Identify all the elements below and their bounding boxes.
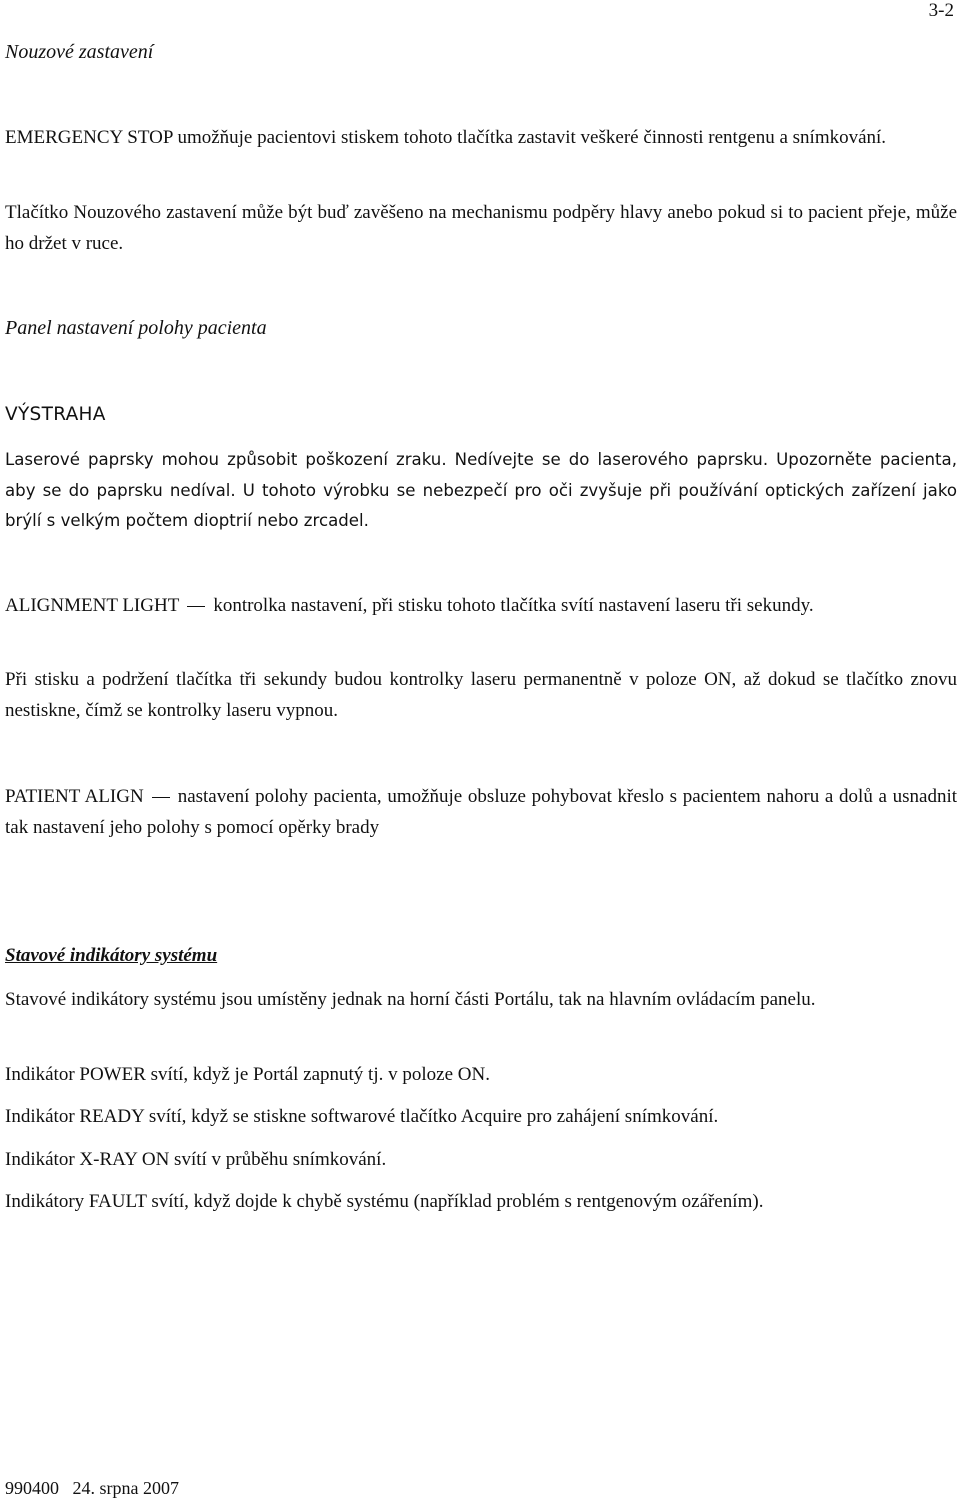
indicator-ready: Indikátor READY svítí, když se stiskne softwarové tlačítko Acquire pro zahájení snímkování. bbox=[5, 1106, 719, 1127]
alignment-light-paragraph bbox=[5, 591, 957, 622]
patient-align-paragraph bbox=[5, 782, 957, 843]
emergency-stop-keyword: EMERGENCY STOP bbox=[5, 127, 173, 148]
page-number: 3-2 bbox=[928, 0, 954, 21]
emergency-paragraph-1 bbox=[5, 123, 957, 154]
alignment-light-keyword: ALIGNMENT LIGHT bbox=[5, 595, 180, 616]
emergency-paragraph-2: Tlačítko Nouzového zastavení může být buď zavěšeno na mechanismu podpěry hlavy anebo pokud si to pacient přeje, může ho držet v ruce. bbox=[5, 202, 957, 254]
indicator-fault: Indikátory FAULT svítí, když dojde k chybě systému (například problém s rentgenovým ozářením). bbox=[5, 1191, 764, 1212]
panel-heading: Panel nastavení polohy pacienta bbox=[5, 317, 267, 339]
patient-align-text: nastavení polohy pacienta, umožňuje obsluze pohybovat křeslo s pacientem nahoru a dolů a usnadnit tak nastavení jeho polohy s pomocí opěrky brady bbox=[5, 786, 957, 838]
indicators-intro: Stavové indikátory systému jsou umístěny jednak na horní části Portálu, tak na hlavním ovládacím panelu. bbox=[5, 989, 816, 1010]
emergency-heading: Nouzové zastavení bbox=[5, 41, 154, 63]
em-dash bbox=[152, 797, 170, 798]
warning-text: Laserové paprsky mohou způsobit poškození zraku. Nedívejte se do laserového paprsku. Upozorněte pacienta, aby se do paprsku nedíval. U tohoto výrobku se nebezpečí pro oči zvyšuje při používání optických zařízení jako brýlí s velkým počtem dioptrií nebo zrcadel. bbox=[5, 450, 957, 530]
patient-align-keyword: PATIENT ALIGN bbox=[5, 786, 144, 807]
footer bbox=[5, 1477, 179, 1499]
alignment-light-text: kontrolka nastavení, při stisku tohoto tlačítka svítí nastavení laseru tři sekundy. bbox=[213, 595, 814, 616]
indicators-heading: Stavové indikátory systému bbox=[5, 945, 218, 966]
alignment-light-paragraph-2: Při stisku a podržení tlačítka tři sekundy budou kontrolky laseru permanentně v poloze ON, až dokud se tlačítko znovu nestiskne, čímž se kontrolky laseru vypnou. bbox=[5, 669, 957, 721]
indicator-power: Indikátor POWER svítí, když je Portál zapnutý tj. v poloze ON. bbox=[5, 1064, 490, 1085]
footer-date: 24. srpna 2007 bbox=[72, 1478, 179, 1498]
warning-title: VÝSTRAHA bbox=[5, 404, 106, 425]
footer-doc-id: 990400 bbox=[5, 1478, 59, 1498]
indicator-xray: Indikátor X-RAY ON svítí v průběhu snímkování. bbox=[5, 1149, 387, 1170]
emergency-paragraph-1-text: umožňuje pacientovi stiskem tohoto tlačítka zastavit veškeré činnosti rentgenu a snímkování. bbox=[172, 127, 887, 148]
em-dash bbox=[187, 606, 205, 607]
